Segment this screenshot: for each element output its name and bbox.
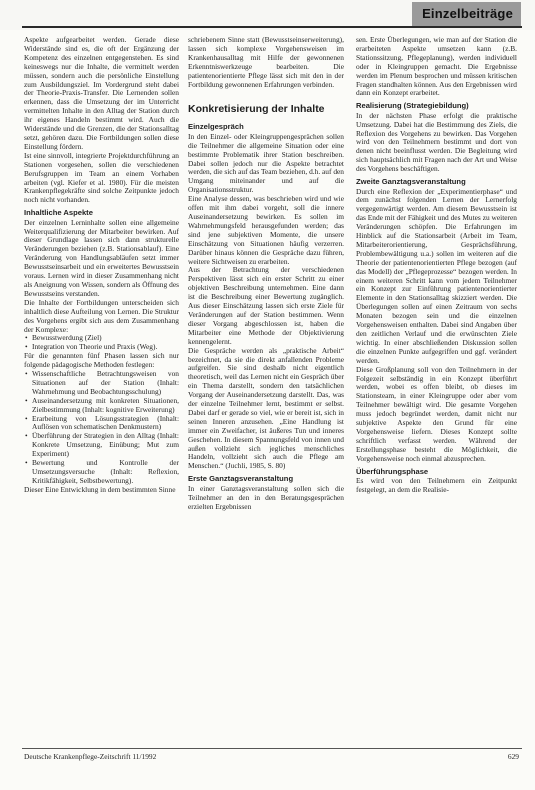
paragraph: Aspekte aufgearbeitet werden. Gerade diese Widerstände sind es, die oft der Ergänzung der Kompetenz des einzelnen entgegenstehen. Es sind keineswegs nur die Inhalte, die vermittelt werden müssen, sondern auch die persönliche Einstellung zum Ausbildungsziel. Im Vordergrund steht dabei der Theorie-Praxis-Transfer. Die Lernenden sollen erkennen, dass die Umsetzung der im Unterricht vermittelten Inhalte in den Alltag der Station durch ihr eigenes Handeln bestimmt wird. Auch die Widerstände und die Grenzen, die der Stationsalltag setzt, gehören dazu. Die Fortbildungen sollen diese Einstellung fördern. (24, 36, 179, 151)
bullet-list (24, 370, 179, 486)
subheading-ueberfuehrungsphase: Überführungsphase (356, 466, 429, 476)
paragraph: schriebenem Sinne statt (Bewusstseinserweiterung), lassen sich komplexe Vorgehensweisen im Krankenhausalltag mit Hilfe der gewonnenen Erkenntniswerkzeuge bearbeiten. Die patientenorientierte Pflege lässt sich mit den in der Fortbildung gewonnenen Erfahrungen verbinden. (188, 36, 344, 89)
paragraph: Ist eine sinnvoll, integrierte Projektdurchführung an Stationen vorgesehen, sollen die verschiedenen Berufsgruppen im Team an einem Vorhaben arbeiten (vgl. Kiefer et al. 1980). Für die meisten Krankenpflegekräfte sind solche Zeitpunkte jedoch noch nicht vorhanden. (24, 150, 179, 205)
column-1 (24, 36, 179, 736)
bullet-list (24, 334, 179, 352)
footer-rule (22, 748, 522, 749)
page-number: 629 (507, 752, 519, 761)
main-heading: Konkretisierung der Inhalte (188, 103, 325, 116)
paragraph: Die Inhalte der Fortbildungen unterscheiden sich inhaltlich diese Aufteilung von Lernen. Die Struktur des Vorgehens ergibt sich aus dem Zusammenhang der Komplexe: (24, 297, 179, 334)
paragraph: Für die genannten fünf Phasen lassen sich nur folgende pädagogische Methoden festlegen: (24, 351, 179, 370)
subheading-einzelgespraech: Einzelgespräch (188, 122, 244, 132)
subheading-realisierung: Realisierung (Strategiebildung) (356, 101, 469, 111)
subheading-erste-ganztagsveranstaltung: Erste Ganztagsveranstaltung (188, 474, 294, 484)
footer-journal-citation: Deutsche Krankenpflege-Zeitschrift 11/1992 (24, 752, 157, 761)
list-item: • Erarbeitung von Lösungsstrategien (Inhalt: Auflösen von schematischen Denkmustern) (32, 415, 179, 433)
column-2 (188, 36, 344, 736)
paragraph: Durch eine Reflexion der „Experimentierphase“ und dem zunächst folgenden Lernen der Lernerfolg vergegenwärtigt werden. Am diesem Bewusstsein ist das Ende mit der Fähigkeit und des Mutes zu weiteren Veränderungen schöpfen. Die Erfahrungen im Hinblick auf die Stationsarbeit (Arbeit im Team, Mitarbeiterorientierung, Gesprächsführung, Problembewältigung u.a.) sollen im weiteren auf die Theorie der patientenorientierten Pflege bezogen (auf das Modell) der „Pflegeprozesse“ bezogen werden. In einem weiteren Schritt kann vom jedem Teilnehmer ein Konzept zur Einführung patientenorientierter Elemente in den Stationsalltag skizziert werden. Die Überlegungen sollen auf einen Zeitraum von sechs Monaten bezogen sein und die einzelnen Vorgehensweisen enthalten. Dabei sind Angaben über den zeitlichen Verlauf und die erwünschten Ziele wichtig. In einer abschließenden Diskussion sollen die einzelnen Punkte aufgegriffen und ggf. verändert werden. (356, 186, 517, 365)
paragraph: Diese Großplanung soll von den Teilnehmern in der Folgezeit selbständig in ein Konzept überführt werden, wobei es offen bleibt, ob dieses im Stationsteam, in einer Kleingruppe oder aber vom Teilnehmer bewältigt wird. Die gesamte Vorgehen muss jedoch begründet werden, damit nicht nur subjektive Aspekte den Grund für eine Vorgehensweise liefern. Dieses Konzept sollte schriftlich verfasst werden. Während der Erstellungsphase besteht die Möglichkeit, die Vorgehensweise noch einmal abzusprechen. (356, 364, 517, 463)
paragraph: Es wird von den Teilnehmern ein Zeitpunkt festgelegt, an dem die Realisie- (356, 476, 517, 494)
paragraph: sen. Erste Überlegungen, wie man auf der Station die erarbeiteten Aspekte umsetzen kann (z.B. Stationssitzung, Pflegeplanung), werden individuell oder in Kleingruppen gemacht. Die Ergebnisse werden im Plenum besprochen und müssen kritischen Fragen standhalten können. Aus den Ergebnissen wird dann ein Konzept erarbeitet. (356, 36, 517, 98)
paragraph: Eine Analyse dessen, was beschrieben wird und wie offen mit ihm dabei vorgeht, soll die innere Auseinandersetzung bewirken. Es sollen im Wahrnehmungsfeld herausgefunden werden; das sind jene subjektiven Momente, die unsere Einschätzung von Situationen häufig verzerren. Darüber hinaus können die Gespräche dazu führen, weitere Sichtweisen zu erarbeiten. (188, 194, 344, 266)
list-item: • Integration von Theorie und Praxis (Weg). (32, 343, 179, 352)
list-item: • Wissenschaftliche Betrachtungsweisen von Situationen auf der Station (Inhalt: Wahrnehmung und Beobachtungsschulung) (32, 370, 179, 397)
list-item: • Bewertung und Kontrolle der Umsetzungsversuche (Inhalt: Reflexion, Kritikfähigkeit, Selbstbewertung). (32, 459, 179, 486)
section-title: Einzelbeiträge (412, 2, 521, 26)
paragraph: In der nächsten Phase erfolgt die praktische Umsetzung. Dabei hat die Bestimmung des Ziels, die Reflexion des Vorgehens zu bewirken. Das Vorgehen wird von den Teilnehmern bestimmt und dort von denen nicht beeinflusst werden. Die Begleitung wird sich hauptsächlich mit Fragen nach der Art und Weise des Vorgehens beschäftigen. (356, 110, 517, 174)
list-item: • Auseinandersetzung mit konkreten Situationen, Zielbestimmung (Inhalt: kognitive Erweiterung) (32, 397, 179, 415)
paragraph: Aus der Betrachtung der verschiedenen Perspektiven lässt sich ein erster Schritt zu einer objektiven Beschreibung unternehmen. Eine dann ist die Beschreibung einer Bewertung zugänglich. Aus dieser Einschätzung lassen sich erste Ziele für Veränderungen auf der Station bestimmen. Wenn dieser Vorgang abgeschlossen ist, haben die Mitarbeiter eine Methode der Objektivierung kennengelernt. (188, 265, 344, 346)
column-3 (356, 36, 517, 736)
list-item: • Bewusstwerdung (Ziel) (32, 334, 179, 343)
list-item: • Überführung der Strategien in den Alltag (Inhalt: Konkrete Umsetzung, Einübung; Mut zum Experiment) (32, 432, 179, 459)
subheading-inhaltliche-aspekte: Inhaltliche Aspekte (24, 208, 93, 218)
paragraph: In den Einzel- oder Kleingruppengesprächen sollen die Teilnehmer die allgemeine Situation oder eine bestimmte Problematik ihrer Station beschreiben. Dabei sollen jedoch nur die Aspekte betrachtet werden, die sich auf das Team beziehen, d.h. auf den Umgang miteinander und auf die Organisationsstruktur. (188, 131, 344, 195)
paragraph: In einer Ganztagsveranstaltung sollen sich die Teilnehmer an den in den Beratungsgesprächen erzielten Ergebnissen (188, 483, 344, 511)
paragraph: Der einzelnen Lerninhalte sollen eine allgemeine Weiterqualifizierung der Mitarbeiter bewirken. Auf dieser Grundlage lassen sich dann strukturelle Veränderungen beziehen (z.B. Stationsablauf). Eine Veränderung von Handlungsabläufen setzt immer Bewusstseinsarbeit und ein erweitertes Bewusstsein voraus. Lernen wird in dieser Zusammenhang nicht als Aneignung von Wissen, sondern als Öffnung des Bewusstseins verstanden. (24, 217, 179, 298)
paragraph: Die Gespräche werden als „praktische Arbeit“ bezeichnet, da sie die direkt anfallenden Probleme aufgreifen. Sie sind deshalb nicht eigentlich theoretisch, weil das Lernen nicht ein Gespräch über ein Thema darstellt, sondern den tatsächlichen Vorgang der Auseinandersetzung darstellt. Das, was der einzelne Teilnehmer lernt, bestimmt er selbst. Dabei darf er gerade so viel, wie er bereit ist, sich in seinen Inneren anzusehen. „Eine Handlung ist immer ein Zweifacher, ist äußeres Tun und inneres Geschehen. In diesem Spannungsfeld von innen und außen vollzieht sich jegliches menschliches Handeln, vollzieht sich auch die Pflege am Menschen.“ (Juchli, 1985, S. 80) (188, 345, 344, 471)
header-rule (22, 26, 522, 28)
subheading-zweite-ganztagsveranstaltung: Zweite Ganztagsveranstaltung (356, 177, 466, 187)
paragraph: Dieser Eine Entwicklung in dem bestimmten Sinne (24, 484, 176, 494)
